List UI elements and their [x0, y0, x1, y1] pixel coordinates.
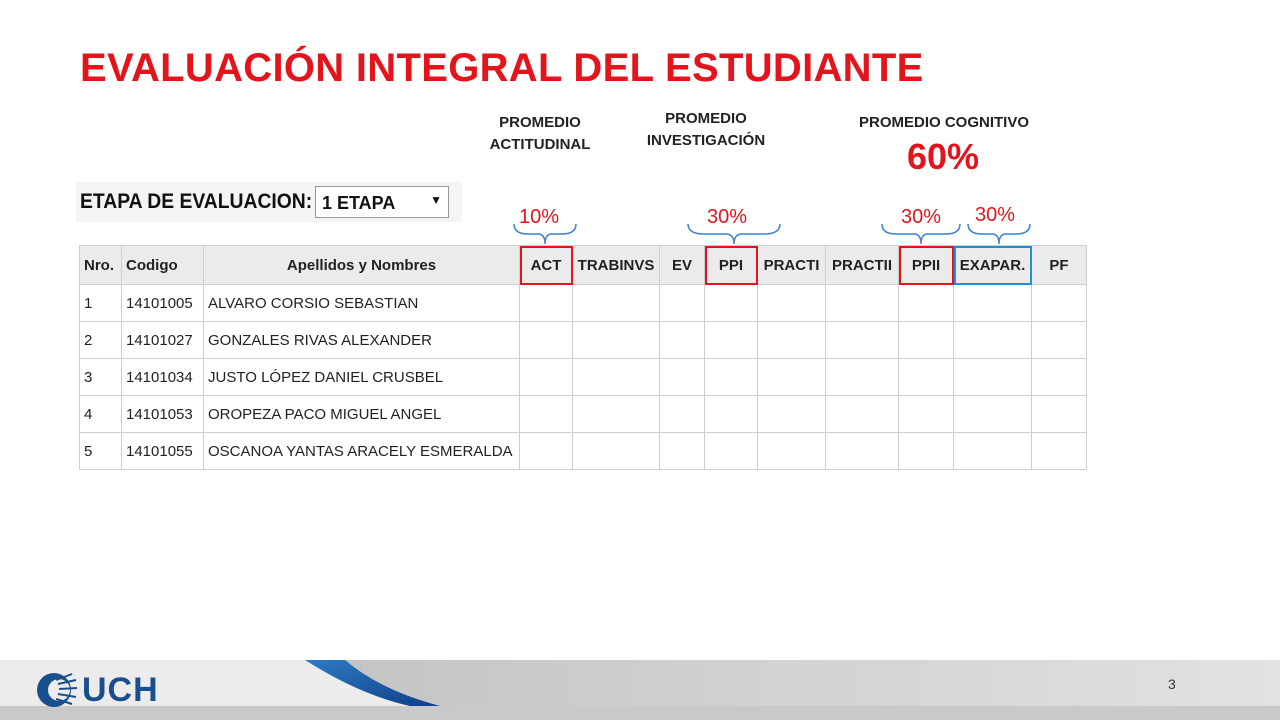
table-row: [80, 322, 1087, 359]
cell-ev[interactable]: [660, 322, 705, 359]
cell-practii[interactable]: [826, 359, 899, 396]
stage-dropdown[interactable]: [315, 186, 449, 218]
pct-exapar: 30%: [975, 204, 1016, 226]
cell-ppii[interactable]: [899, 285, 954, 322]
col-header-act: ACT: [520, 246, 573, 285]
cell-trabinvs[interactable]: [573, 359, 660, 396]
cell-ppi[interactable]: [705, 433, 758, 470]
cell-pf[interactable]: [1032, 285, 1087, 322]
cell-exapar[interactable]: [954, 433, 1032, 470]
cell-nro: 1: [80, 285, 122, 322]
highlight-exapar: [954, 246, 1032, 285]
pct-act: 10%: [519, 206, 560, 228]
cell-nro: 2: [80, 322, 122, 359]
stage-dropdown-value: 1 ETAPA: [322, 193, 396, 213]
cell-act[interactable]: [520, 433, 573, 470]
cell-practi[interactable]: [758, 396, 826, 433]
brace-ppi-icon: [686, 222, 782, 246]
cell-practii[interactable]: [826, 433, 899, 470]
cell-nro: 5: [80, 433, 122, 470]
table-row: [80, 285, 1087, 322]
cell-codigo: 14101027: [122, 322, 204, 359]
cell-practii[interactable]: [826, 322, 899, 359]
cell-act[interactable]: [520, 396, 573, 433]
cell-act[interactable]: [520, 359, 573, 396]
cell-practii[interactable]: [826, 285, 899, 322]
col-header-ev: EV: [660, 246, 705, 285]
col-header-exapar: EXAPAR.: [954, 246, 1032, 285]
cell-ppi[interactable]: [705, 396, 758, 433]
cell-act[interactable]: [520, 285, 573, 322]
cell-ev[interactable]: [660, 359, 705, 396]
cell-exapar[interactable]: [954, 322, 1032, 359]
cell-ppi[interactable]: [705, 359, 758, 396]
col-header-pf: PF: [1032, 246, 1087, 285]
cognitivo-percentage: 60%: [906, 136, 980, 177]
brace-exapar-icon: [966, 222, 1032, 246]
col-header-practii: PRACTII: [826, 246, 899, 285]
highlight-ppi: [705, 246, 758, 285]
col-header-ppii: PPII: [899, 246, 954, 285]
cell-ppii[interactable]: [899, 433, 954, 470]
cell-pf[interactable]: [1032, 322, 1087, 359]
col-header-ppi: PPI: [705, 246, 758, 285]
cell-ppii[interactable]: [899, 396, 954, 433]
cell-nombre: ALVARO CORSIO SEBASTIAN: [204, 285, 520, 322]
stage-label: ETAPA DE EVALUACION:: [80, 190, 313, 213]
cell-ev[interactable]: [660, 433, 705, 470]
uch-logo-icon: [34, 670, 78, 710]
pct-ppi: 30%: [707, 206, 748, 228]
cell-trabinvs[interactable]: [573, 433, 660, 470]
cell-nombre: GONZALES RIVAS ALEXANDER: [204, 322, 520, 359]
table-row: [80, 396, 1087, 433]
slide-title: EVALUACIÓN INTEGRAL DEL ESTUDIANTE: [80, 46, 924, 90]
cell-nombre: OROPEZA PACO MIGUEL ANGEL: [204, 396, 520, 433]
col-header-practi: PRACTI: [758, 246, 826, 285]
cell-trabinvs[interactable]: [573, 285, 660, 322]
cell-codigo: 14101053: [122, 396, 204, 433]
cell-ppii[interactable]: [899, 322, 954, 359]
chevron-down-icon[interactable]: ▼: [430, 193, 442, 207]
page-number: 3: [1168, 676, 1176, 692]
cell-pf[interactable]: [1032, 433, 1087, 470]
cell-practi[interactable]: [758, 285, 826, 322]
brace-act-icon: [512, 222, 578, 246]
cell-ppi[interactable]: [705, 285, 758, 322]
cell-practii[interactable]: [826, 396, 899, 433]
col-header-trabinvs: TRABINVS: [573, 246, 660, 285]
table-row: [80, 433, 1087, 470]
header-promedio-investigacion: [622, 108, 790, 152]
cell-practi[interactable]: [758, 359, 826, 396]
cell-practi[interactable]: [758, 322, 826, 359]
header-promedio-actitudinal: [466, 112, 614, 156]
cell-trabinvs[interactable]: [573, 396, 660, 433]
highlight-act: [520, 246, 573, 285]
col-header-nro: Nro.: [80, 246, 122, 285]
cell-exapar[interactable]: [954, 285, 1032, 322]
highlight-ppii: [899, 246, 954, 285]
cell-ppii[interactable]: [899, 359, 954, 396]
cell-exapar[interactable]: [954, 359, 1032, 396]
cell-ppi[interactable]: [705, 322, 758, 359]
footer-band: [0, 660, 1280, 720]
header-line: PROMEDIO: [499, 114, 581, 131]
cell-nombre: OSCANOA YANTAS ARACELY ESMERALDA: [204, 433, 520, 470]
header-promedio-cognitivo: PROMEDIO COGNITIVO: [858, 114, 1029, 131]
cell-ev[interactable]: [660, 396, 705, 433]
cell-nro: 4: [80, 396, 122, 433]
header-line: PROMEDIO: [665, 110, 747, 127]
cell-pf[interactable]: [1032, 359, 1087, 396]
col-header-codigo: Codigo: [122, 246, 204, 285]
pct-ppii: 30%: [901, 206, 942, 228]
cell-codigo: 14101055: [122, 433, 204, 470]
cell-practi[interactable]: [758, 433, 826, 470]
header-line: INVESTIGACIÓN: [646, 132, 766, 149]
cell-trabinvs[interactable]: [573, 322, 660, 359]
cell-ev[interactable]: [660, 285, 705, 322]
cell-nombre: JUSTO LÓPEZ DANIEL CRUSBEL: [204, 359, 520, 396]
cell-pf[interactable]: [1032, 396, 1087, 433]
header-line: ACTITUDINAL: [489, 136, 591, 153]
stage-selector: [76, 182, 462, 222]
cell-codigo: 14101005: [122, 285, 204, 322]
col-header-nombres: Apellidos y Nombres: [204, 246, 520, 285]
cell-exapar[interactable]: [954, 396, 1032, 433]
table-row: [80, 359, 1087, 396]
cell-act[interactable]: [520, 322, 573, 359]
cell-codigo: 14101034: [122, 359, 204, 396]
uch-logo-text: UCH: [82, 671, 159, 709]
brace-ppii-icon: [880, 222, 962, 246]
cell-nro: 3: [80, 359, 122, 396]
